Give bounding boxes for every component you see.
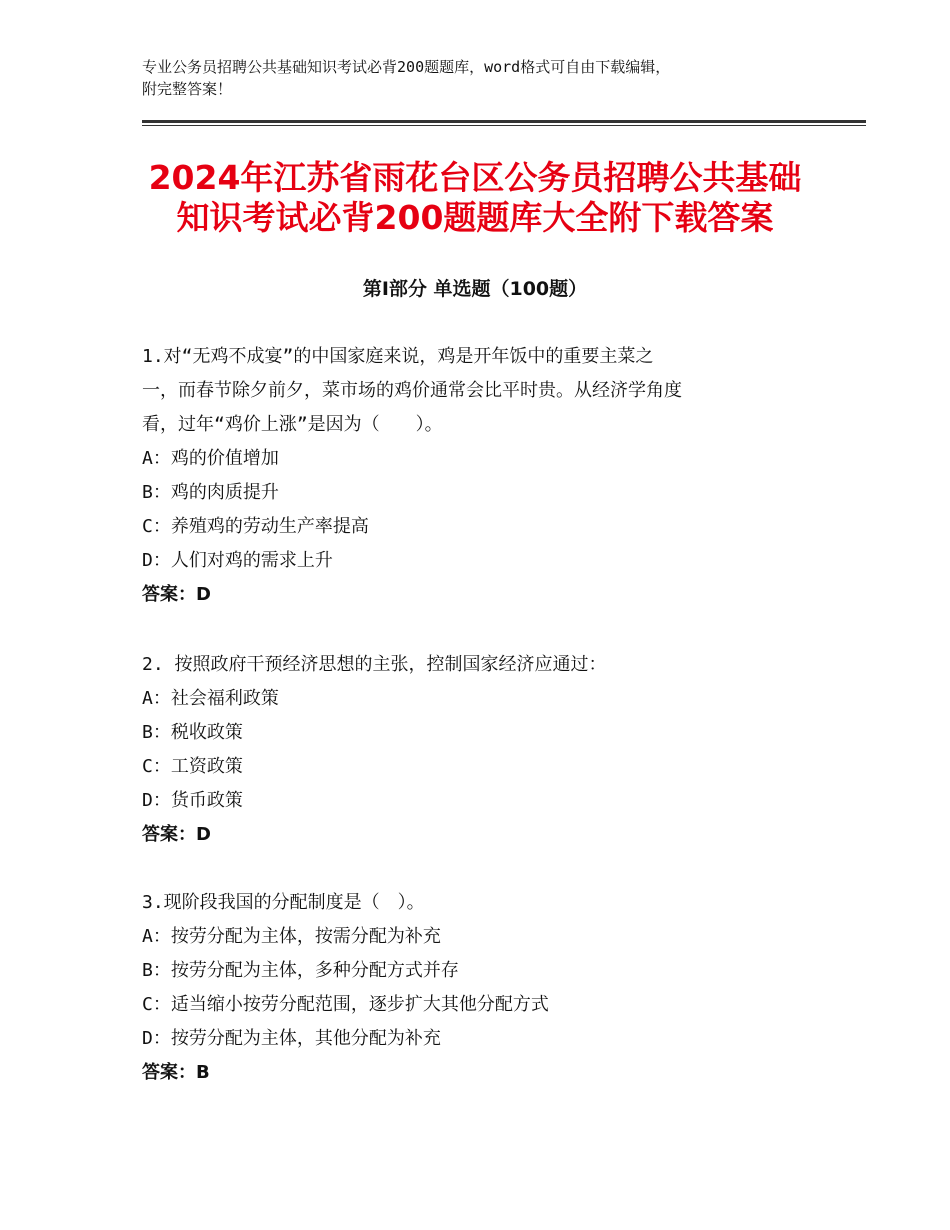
question-stem-line: 看，过年“鸡价上涨”是因为（ ）。 bbox=[142, 414, 443, 435]
question-stem-line: 一，而春节除夕前夕，菜市场的鸡价通常会比平时贵。从经济学角度 bbox=[142, 380, 682, 401]
answer-option: D：人们对鸡的需求上升 bbox=[142, 550, 333, 571]
header-note-line: 附完整答案！ bbox=[142, 80, 233, 98]
correct-answer: 答案：B bbox=[142, 1062, 210, 1083]
answer-option: B：税收政策 bbox=[142, 722, 243, 743]
document-title bbox=[100, 158, 850, 238]
header-note-line: 专业公务员招聘公共基础知识考试必背200题题库，word格式可自由下载编辑， bbox=[142, 58, 671, 76]
header-note bbox=[142, 56, 822, 100]
answer-option: A：按劳分配为主体，按需分配为补充 bbox=[142, 926, 441, 947]
correct-answer: 答案：D bbox=[142, 584, 211, 605]
title-line: 2024年江苏省雨花台区公务员招聘公共基础 bbox=[148, 158, 802, 197]
answer-option: D：货币政策 bbox=[142, 790, 243, 811]
header-divider bbox=[142, 120, 866, 123]
answer-option: A：社会福利政策 bbox=[142, 688, 279, 709]
answer-option: C：适当缩小按劳分配范围，逐步扩大其他分配方式 bbox=[142, 994, 549, 1015]
answer-option: C：工资政策 bbox=[142, 756, 243, 777]
question-stem-line: 1.对“无鸡不成宴”的中国家庭来说，鸡是开年饭中的重要主菜之 bbox=[142, 346, 654, 367]
header-divider-thin bbox=[142, 125, 866, 126]
answer-option: A：鸡的价值增加 bbox=[142, 448, 279, 469]
answer-option: C：养殖鸡的劳动生产率提高 bbox=[142, 516, 369, 537]
question-block bbox=[142, 886, 812, 1090]
question-stem-line: 2. 按照政府干预经济思想的主张，控制国家经济应通过： bbox=[142, 654, 607, 675]
title-line: 知识考试必背200题题库大全附下载答案 bbox=[176, 198, 774, 237]
question-block bbox=[142, 340, 812, 612]
answer-option: B：按劳分配为主体，多种分配方式并存 bbox=[142, 960, 459, 981]
correct-answer: 答案：D bbox=[142, 824, 211, 845]
section-heading: 第Ⅰ部分 单选题（100题） bbox=[362, 278, 588, 300]
answer-option: B：鸡的肉质提升 bbox=[142, 482, 279, 503]
question-block bbox=[142, 648, 812, 852]
question-stem-line: 3.现阶段我国的分配制度是（ ）。 bbox=[142, 892, 425, 913]
answer-option: D：按劳分配为主体，其他分配为补充 bbox=[142, 1028, 441, 1049]
